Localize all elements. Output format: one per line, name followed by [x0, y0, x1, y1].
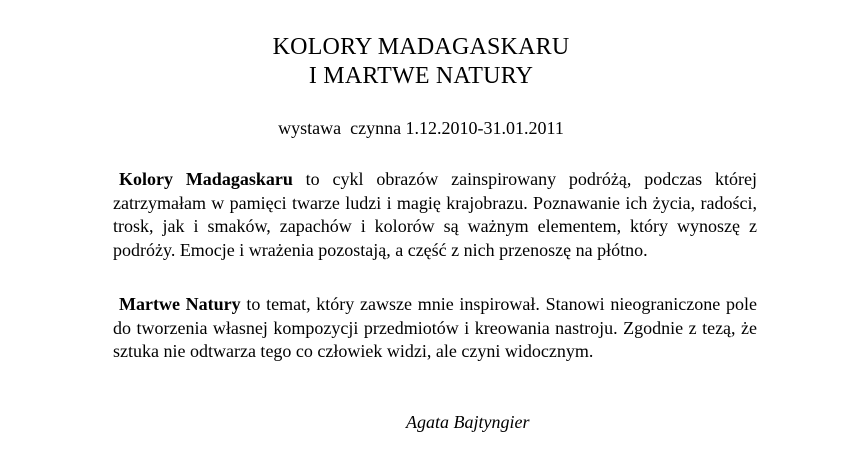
paragraph-lead: Martwe Natury	[119, 294, 241, 314]
title-line-2: I MARTWE NATURY	[308, 63, 534, 89]
paragraph-still-life	[113, 293, 757, 364]
paragraph-body: to cykl obrazów zainspirowany podróżą, podczas której zatrzymałam w pamięci twarze ludzi i magię krajobrazu. Poznawanie ich życia, radości, trosk, jak i smaków, zapachów i kolorów są ważnym elementem, który wynoszę z podróży. Emocje i wrażenia pozostają, a część z nich przenoszę na płótno.	[113, 169, 757, 260]
paragraph-lead: Kolory Madagaskaru	[119, 169, 293, 189]
title-line-1: KOLORY MADAGASKARU	[272, 34, 570, 60]
paragraph-body: to temat, który zawsze mnie inspirował. Stanowi nieograniczone pole do tworzenia własnej kompozycji przedmiotów i kreowania nastroju. Zgodnie z tezą, że sztuka nie odtwarza tego co człowiek widzi, ale czyni widocznym.	[113, 294, 757, 361]
author-signature: Agata Bajtyngier	[406, 412, 530, 432]
exhibition-dates: wystawa czynna 1.12.2010-31.01.2011	[278, 118, 564, 138]
paragraph-madagascar	[113, 168, 757, 262]
